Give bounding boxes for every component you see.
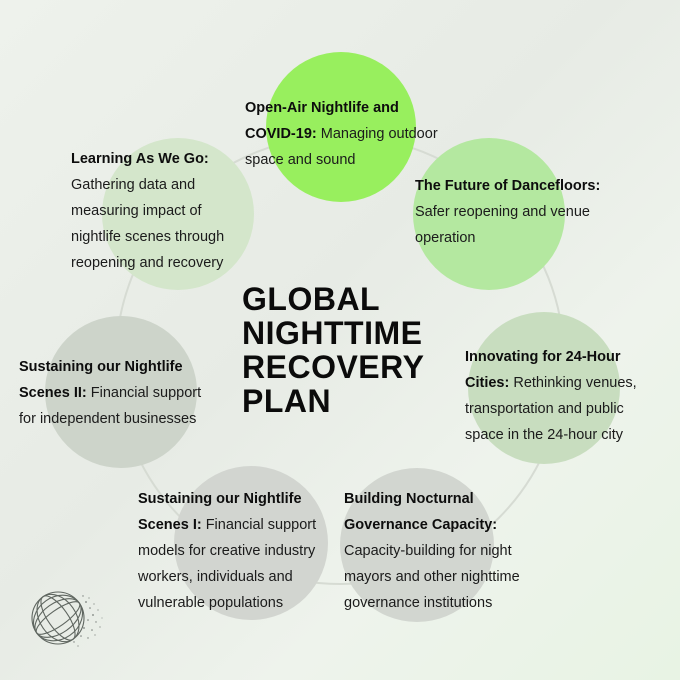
label-open-air — [245, 95, 445, 173]
label-scenes-2-text: Financial support for independent businesses — [19, 385, 202, 427]
label-dancefloors-text: Safer reopening and venue operation — [415, 204, 590, 246]
label-governance — [344, 486, 544, 616]
title-line-1: GLOBAL — [242, 281, 381, 317]
label-open-air-text: Managing outdoor space and sound — [245, 126, 438, 168]
label-governance-text: Capacity-building for night mayors and other nighttime governance institutions — [344, 543, 520, 611]
label-scenes-1 — [138, 486, 338, 616]
label-scenes-2-bold: Sustaining our Nightlife Scenes II: — [19, 359, 183, 401]
label-learning-text: Gathering data and measuring impact of nightlife scenes through reopening and recovery — [71, 177, 225, 271]
label-dancefloors — [415, 173, 630, 251]
label-scenes-1-text: Financial support models for creative industry workers, individuals and vulnerable populations — [138, 517, 317, 611]
title-line-2: NIGHTTIME — [242, 315, 423, 351]
label-scenes-1-bold: Sustaining our Nightlife Scenes I: — [138, 491, 302, 533]
label-governance-bold: Building Nocturnal Governance Capacity: — [344, 491, 498, 533]
label-24-hour-text: Rethinking venues, transportation and public space in the 24-hour city — [465, 375, 637, 443]
label-learning — [71, 146, 249, 276]
label-24-hour-bold: Innovating for 24-Hour Cities: — [465, 349, 621, 391]
label-learning-bold: Learning As We Go: — [71, 151, 209, 167]
page-title — [242, 282, 472, 418]
label-open-air-bold: Open-Air Nightlife and COVID-19: — [245, 100, 399, 142]
label-24-hour — [465, 344, 665, 448]
label-scenes-2 — [19, 354, 219, 432]
globe-sphere-icon — [26, 580, 106, 650]
label-dancefloors-bold: The Future of Dancefloors: — [415, 178, 601, 194]
title-line-4: PLAN — [242, 383, 332, 419]
title-line-3: RECOVERY — [242, 349, 425, 385]
